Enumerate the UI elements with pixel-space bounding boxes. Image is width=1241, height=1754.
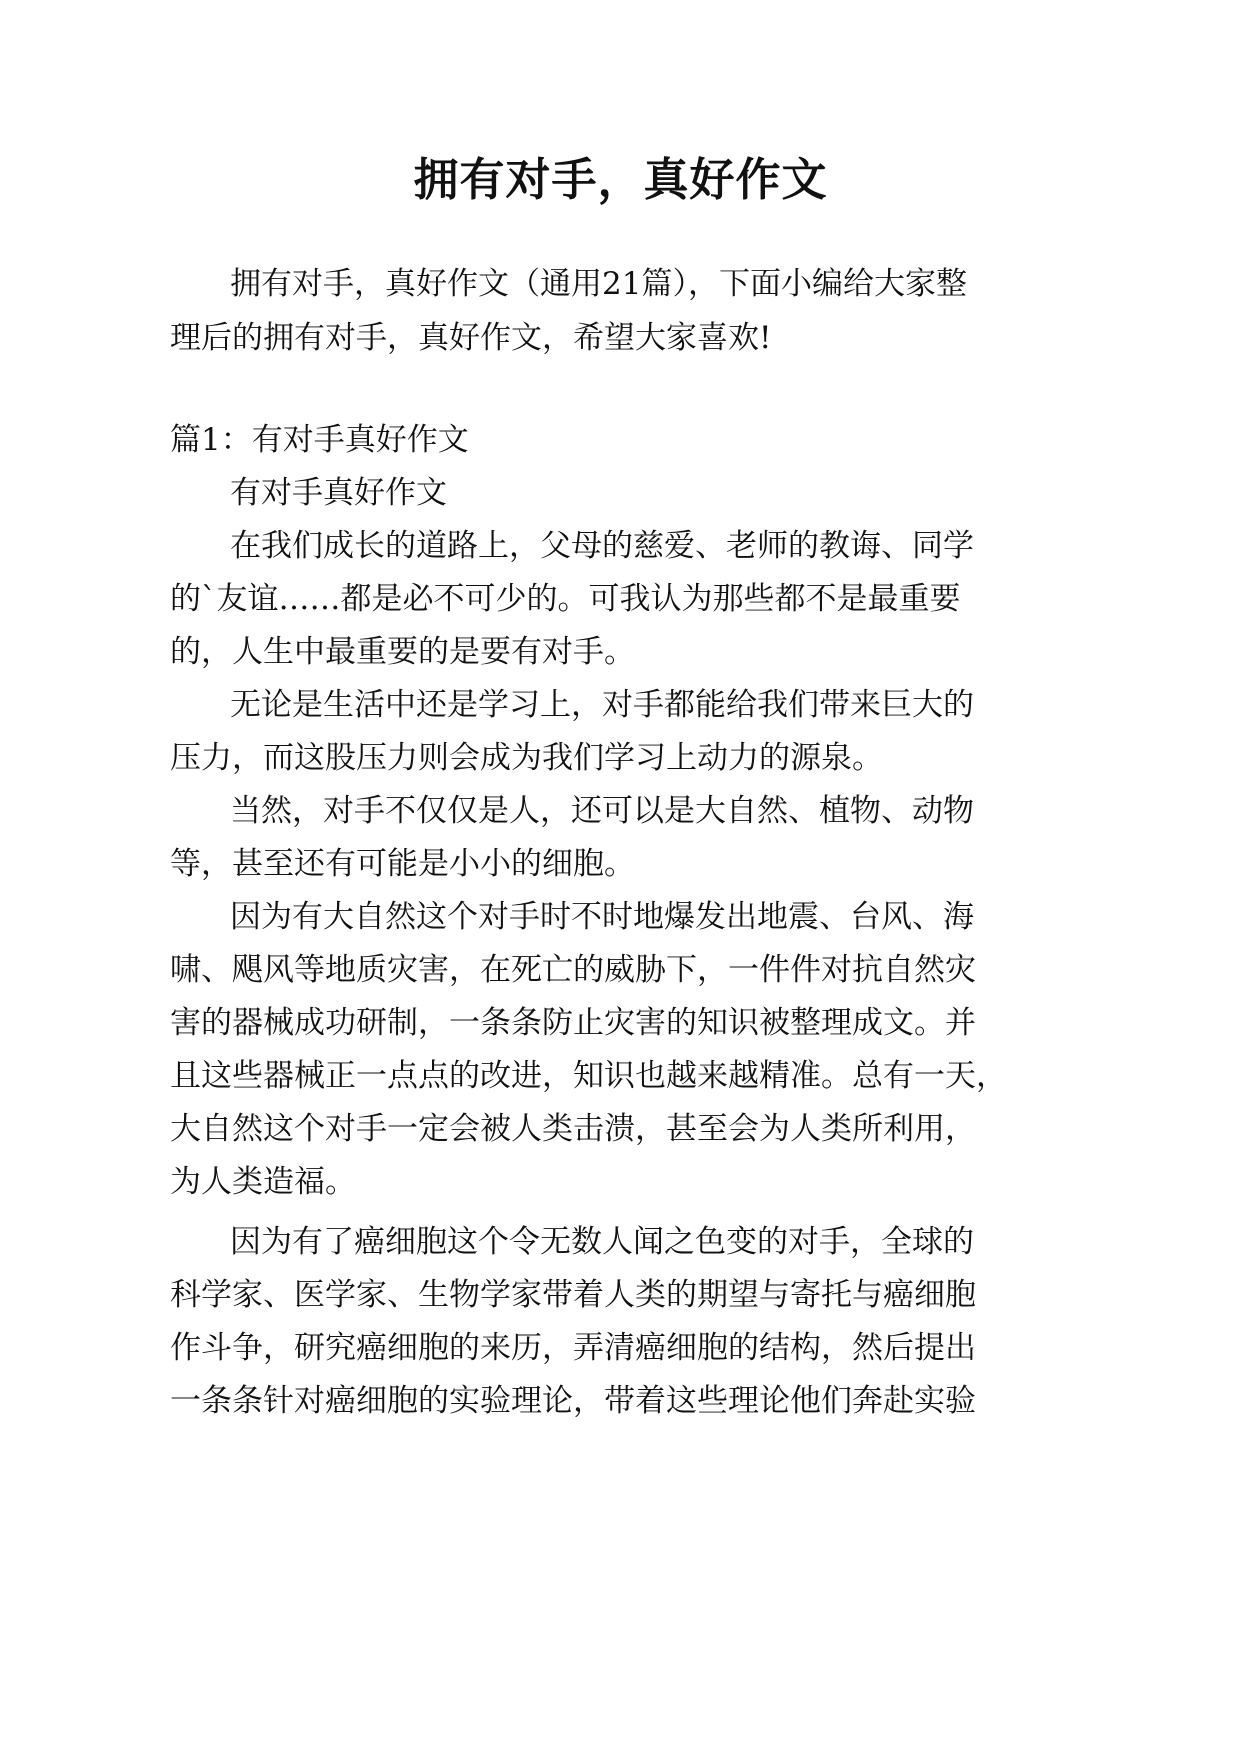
- paragraph-line: 的`友谊……都是必不可少的。可我认为那些都不是最重要: [170, 581, 961, 617]
- paragraph-line: 啸、飓风等地质灾害，在死亡的威胁下，一件件对抗自然灾: [170, 952, 976, 988]
- intro-line-1: 拥有对手，真好作文（通用21篇），下面小编给大家整: [230, 266, 967, 302]
- paragraph-line: 等，甚至还有可能是小小的细胞。: [170, 846, 635, 882]
- paragraph-line: 一条条针对癌细胞的实验理论，带着这些理论他们奔赴实验: [170, 1383, 976, 1419]
- paragraph-line: 科学家、医学家、生物学家带着人类的期望与寄托与癌细胞: [170, 1277, 976, 1313]
- paragraph-line: 压力，而这股压力则会成为我们学习上动力的源泉。: [170, 740, 883, 776]
- paragraph-line: 为人类造福。: [170, 1164, 356, 1200]
- paragraph-line: 当然，对手不仅仅是人，还可以是大自然、植物、动物: [230, 793, 974, 829]
- section-subtitle: 有对手真好作文: [230, 475, 447, 511]
- paragraph-line: 害的器械成功研制，一条条防止灾害的知识被整理成文。并: [170, 1005, 976, 1041]
- paragraph-line: 在我们成长的道路上，父母的慈爱、老师的教诲、同学: [230, 528, 974, 564]
- paragraph-line: 作斗争，研究癌细胞的来历，弄清癌细胞的结构，然后提出: [170, 1330, 976, 1366]
- paragraph-line: 大自然这个对手一定会被人类击溃，甚至会为人类所利用，: [170, 1111, 976, 1147]
- intro-line-2: 理后的拥有对手，真好作文，希望大家喜欢!: [170, 320, 772, 356]
- paragraph-line: 的，人生中最重要的是要有对手。: [170, 634, 635, 670]
- paragraph-line: 因为有大自然这个对手时不时地爆发出地震、台风、海: [230, 899, 974, 935]
- paragraph-line: 因为有了癌细胞这个令无数人闻之色变的对手，全球的: [230, 1224, 974, 1260]
- document-title: 拥有对手，真好作文: [413, 153, 828, 206]
- paragraph-line: 且这些器械正一点点的改进，知识也越来越精准。总有一天，: [170, 1058, 1007, 1094]
- section-heading: 篇1：有对手真好作文: [170, 422, 469, 458]
- paragraph-line: 无论是生活中还是学习上，对手都能给我们带来巨大的: [230, 687, 974, 723]
